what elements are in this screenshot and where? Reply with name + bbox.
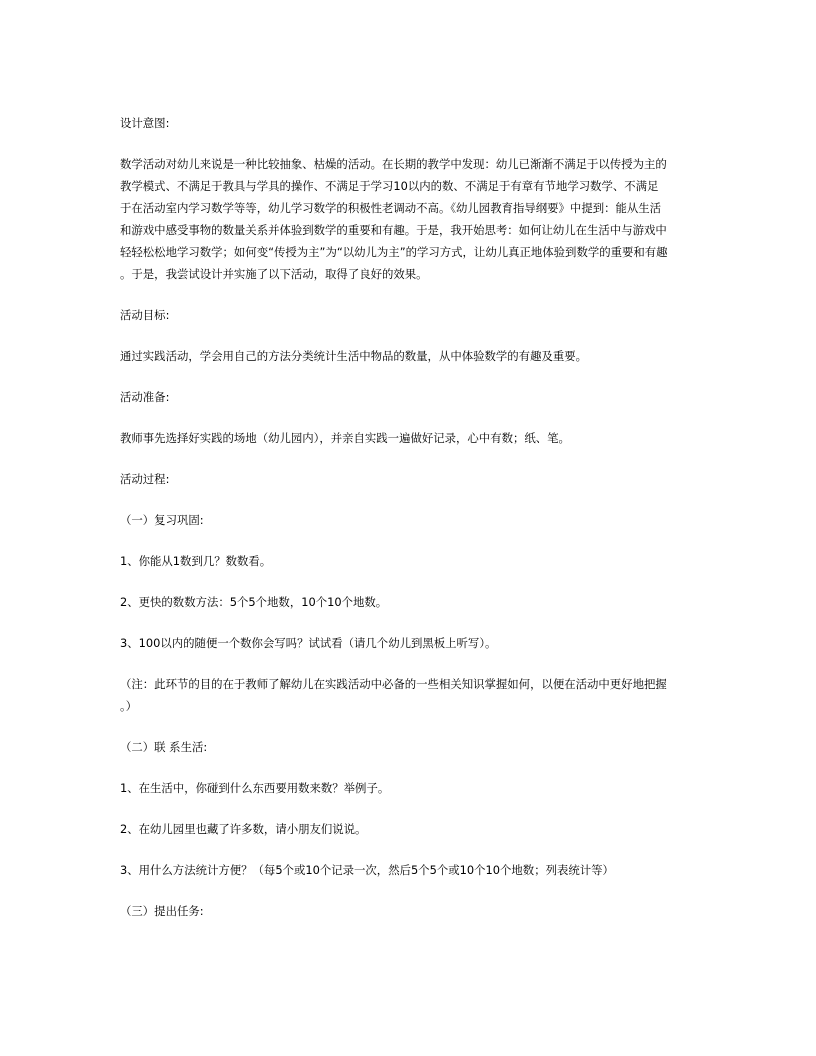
paragraph-line: 。于是，我尝试设计并实施了以下活动，取得了良好的效果。 — [120, 267, 428, 281]
list-item: 2、在幼儿园里也藏了许多数，请小朋友们说说。 — [120, 822, 367, 836]
note-paragraph — [120, 673, 700, 717]
paragraph-line: （注：此环节的目的在于教师了解幼儿在实践活动中必备的一些相关知识掌握如何，以便在活动中更好地把握 — [120, 677, 667, 691]
list-item: 1、你能从1数到几？数数看。 — [120, 554, 272, 568]
section1-heading: （一）复习巩固: — [120, 513, 204, 527]
design-intent-paragraph — [120, 153, 700, 285]
list-item: 1、在生活中，你碰到什么东西要用数来数？举例子。 — [120, 781, 390, 795]
process-heading: 活动过程: — [120, 472, 170, 486]
list-item: 3、用什么方法统计方便？（每5个或10个记录一次，然后5个5个或10个10个地数；列表统计等） — [120, 863, 614, 877]
paragraph-line: 教学模式、不满足于教具与学具的操作、不满足于学习10以内的数、不满足于有章有节地学习数学、不满足 — [120, 179, 659, 193]
design-intent-heading: 设计意图: — [120, 116, 170, 130]
paragraph-line: 数学活动对幼儿来说是一种比较抽象、枯燥的活动。在长期的教学中发现：幼儿已渐渐不满足于以传授为主的 — [120, 157, 667, 171]
prep-text: 教师事先选择好实践的场地（幼儿园内），并亲自实践一遍做好记录，心中有数；纸、笔。 — [120, 431, 570, 445]
document-page — [120, 112, 700, 922]
paragraph-line: 轻轻松松地学习数学；如何变“传授为主”为“以幼儿为主”的学习方式，让幼儿真正地体验到数学的重要和有趣 — [120, 245, 668, 259]
section3-heading: （三）提出任务: — [120, 904, 204, 918]
paragraph-line: 和游戏中感受事物的数量关系并体验到数学的重要和有趣。于是，我开始思考：如何让幼儿在生活中与游戏中 — [120, 223, 667, 237]
paragraph-line: 。） — [120, 699, 138, 713]
goal-heading: 活动目标: — [120, 308, 170, 322]
paragraph-line: 于在活动室内学习数学等等，幼儿学习数学的积极性老调动不高。《幼儿园教育指导纲要》中提到：能从生活 — [120, 201, 662, 215]
list-item: 3、100以内的随便一个数你会写吗？试试看（请几个幼儿到黑板上听写）。 — [120, 636, 497, 650]
list-item: 2、更快的数数方法：5个5个地数，10个10个地数。 — [120, 595, 388, 609]
goal-text: 通过实践活动，学会用自己的方法分类统计生活中物品的数量，从中体验数学的有趣及重要。 — [120, 349, 588, 363]
section2-heading: （二）联 系生活: — [120, 740, 208, 754]
prep-heading: 活动准备: — [120, 390, 170, 404]
